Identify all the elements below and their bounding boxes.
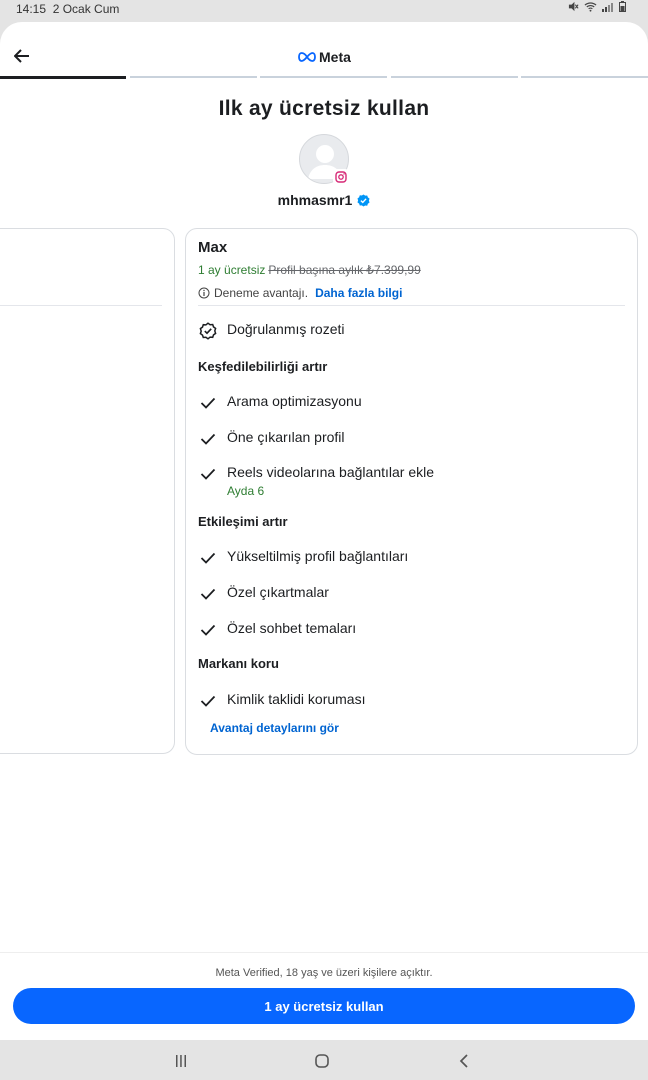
feature-label: Reels videolarına bağlantılar ekle bbox=[227, 464, 435, 480]
verified-outline-icon bbox=[198, 321, 218, 341]
feature-sublabel: Ayda 6 bbox=[227, 484, 265, 498]
plan-card-max[interactable] bbox=[185, 228, 638, 755]
plan-card-previous[interactable] bbox=[0, 228, 175, 754]
signal-icon bbox=[602, 2, 614, 12]
section-heading-engagement: Etkileşimi artır bbox=[198, 514, 288, 529]
instagram-icon bbox=[335, 171, 347, 183]
price-free: 1 ay ücretsiz bbox=[198, 263, 266, 277]
feature-chat-themes bbox=[198, 620, 356, 640]
home-button[interactable] bbox=[308, 1050, 336, 1072]
start-free-trial-button[interactable]: 1 ay ücretsiz kullan bbox=[13, 988, 635, 1024]
subscription-sheet bbox=[0, 22, 648, 1040]
system-nav-bar bbox=[0, 1040, 648, 1080]
back-button[interactable] bbox=[10, 44, 34, 68]
wifi-icon bbox=[584, 1, 597, 12]
section-heading-discoverability: Keşfedilebilirliği artır bbox=[198, 359, 328, 374]
feature-label: Özel çıkartmalar bbox=[227, 584, 329, 600]
card-divider bbox=[0, 305, 162, 306]
top-bar bbox=[0, 22, 648, 78]
username-row bbox=[0, 192, 648, 208]
instagram-badge bbox=[333, 169, 349, 185]
progress-step-1 bbox=[0, 76, 126, 79]
feature-featured-profile bbox=[198, 429, 345, 449]
feature-verified-badge bbox=[198, 321, 345, 341]
feature-custom-stickers bbox=[198, 584, 329, 604]
learn-more-link[interactable]: Daha fazla bilgi bbox=[315, 286, 403, 300]
username: mhmasmr1 bbox=[277, 192, 353, 208]
progress-step-4 bbox=[391, 76, 518, 78]
chevron-left-icon bbox=[459, 1054, 469, 1068]
footer bbox=[0, 952, 648, 1040]
checkmark-icon bbox=[198, 429, 218, 449]
arrow-left-icon bbox=[14, 49, 30, 63]
status-time bbox=[16, 2, 119, 16]
feature-label: Özel sohbet temaları bbox=[227, 620, 357, 636]
recent-apps-button[interactable] bbox=[167, 1050, 195, 1072]
checkmark-icon bbox=[198, 464, 218, 484]
checkmark-icon bbox=[198, 584, 218, 604]
checkmark-icon bbox=[198, 548, 218, 568]
feature-search-optimization bbox=[198, 393, 362, 413]
card-divider bbox=[198, 305, 625, 306]
age-notice: Meta Verified, 18 yaş ve üzeri kişilere açıktır. bbox=[215, 967, 433, 979]
plan-name: Max bbox=[198, 239, 228, 256]
feature-reels-links bbox=[198, 464, 434, 498]
system-back-button[interactable] bbox=[450, 1050, 478, 1072]
feature-enhanced-links bbox=[198, 548, 408, 568]
price-old: Profil başına aylık ₺7.399,99 bbox=[268, 263, 421, 277]
status-date-text: 2 Ocak Cum bbox=[52, 2, 120, 16]
feature-label: Doğrulanmış rozeti bbox=[227, 321, 345, 337]
checkmark-icon bbox=[198, 691, 218, 711]
section-heading-protect-brand: Markanı koru bbox=[198, 656, 279, 671]
meta-brand-text: Meta bbox=[319, 49, 351, 65]
info-icon bbox=[198, 287, 210, 299]
meta-logo bbox=[298, 49, 351, 65]
meta-infinity-icon bbox=[298, 52, 316, 62]
battery-icon bbox=[619, 1, 626, 12]
benefit-details-link[interactable]: Avantaj detaylarını gör bbox=[210, 721, 339, 735]
home-icon bbox=[314, 1053, 330, 1069]
status-icons bbox=[568, 1, 626, 12]
price-row bbox=[198, 263, 421, 277]
trial-note: Deneme avantajı. bbox=[214, 286, 309, 300]
feature-label: Yükseltilmiş profil bağlantıları bbox=[227, 548, 409, 564]
feature-impersonation-protection bbox=[198, 691, 365, 711]
status-time-text: 14:15 bbox=[16, 2, 47, 16]
verified-badge-icon bbox=[357, 194, 370, 207]
recent-apps-icon bbox=[174, 1054, 188, 1068]
progress-step-5 bbox=[521, 76, 648, 78]
feature-label: Öne çıkarılan profil bbox=[227, 429, 345, 445]
page-title: Ilk ay ücretsiz kullan bbox=[218, 97, 430, 120]
status-bar bbox=[0, 0, 648, 18]
progress-step-2 bbox=[130, 76, 257, 78]
progress-indicator bbox=[0, 76, 648, 80]
feature-label: Arama optimizasyonu bbox=[227, 393, 362, 409]
trial-row bbox=[198, 286, 402, 300]
checkmark-icon bbox=[198, 393, 218, 413]
progress-step-3 bbox=[260, 76, 387, 78]
feature-label: Kimlik taklidi koruması bbox=[227, 691, 366, 707]
checkmark-icon bbox=[198, 620, 218, 640]
mute-icon bbox=[568, 1, 579, 12]
